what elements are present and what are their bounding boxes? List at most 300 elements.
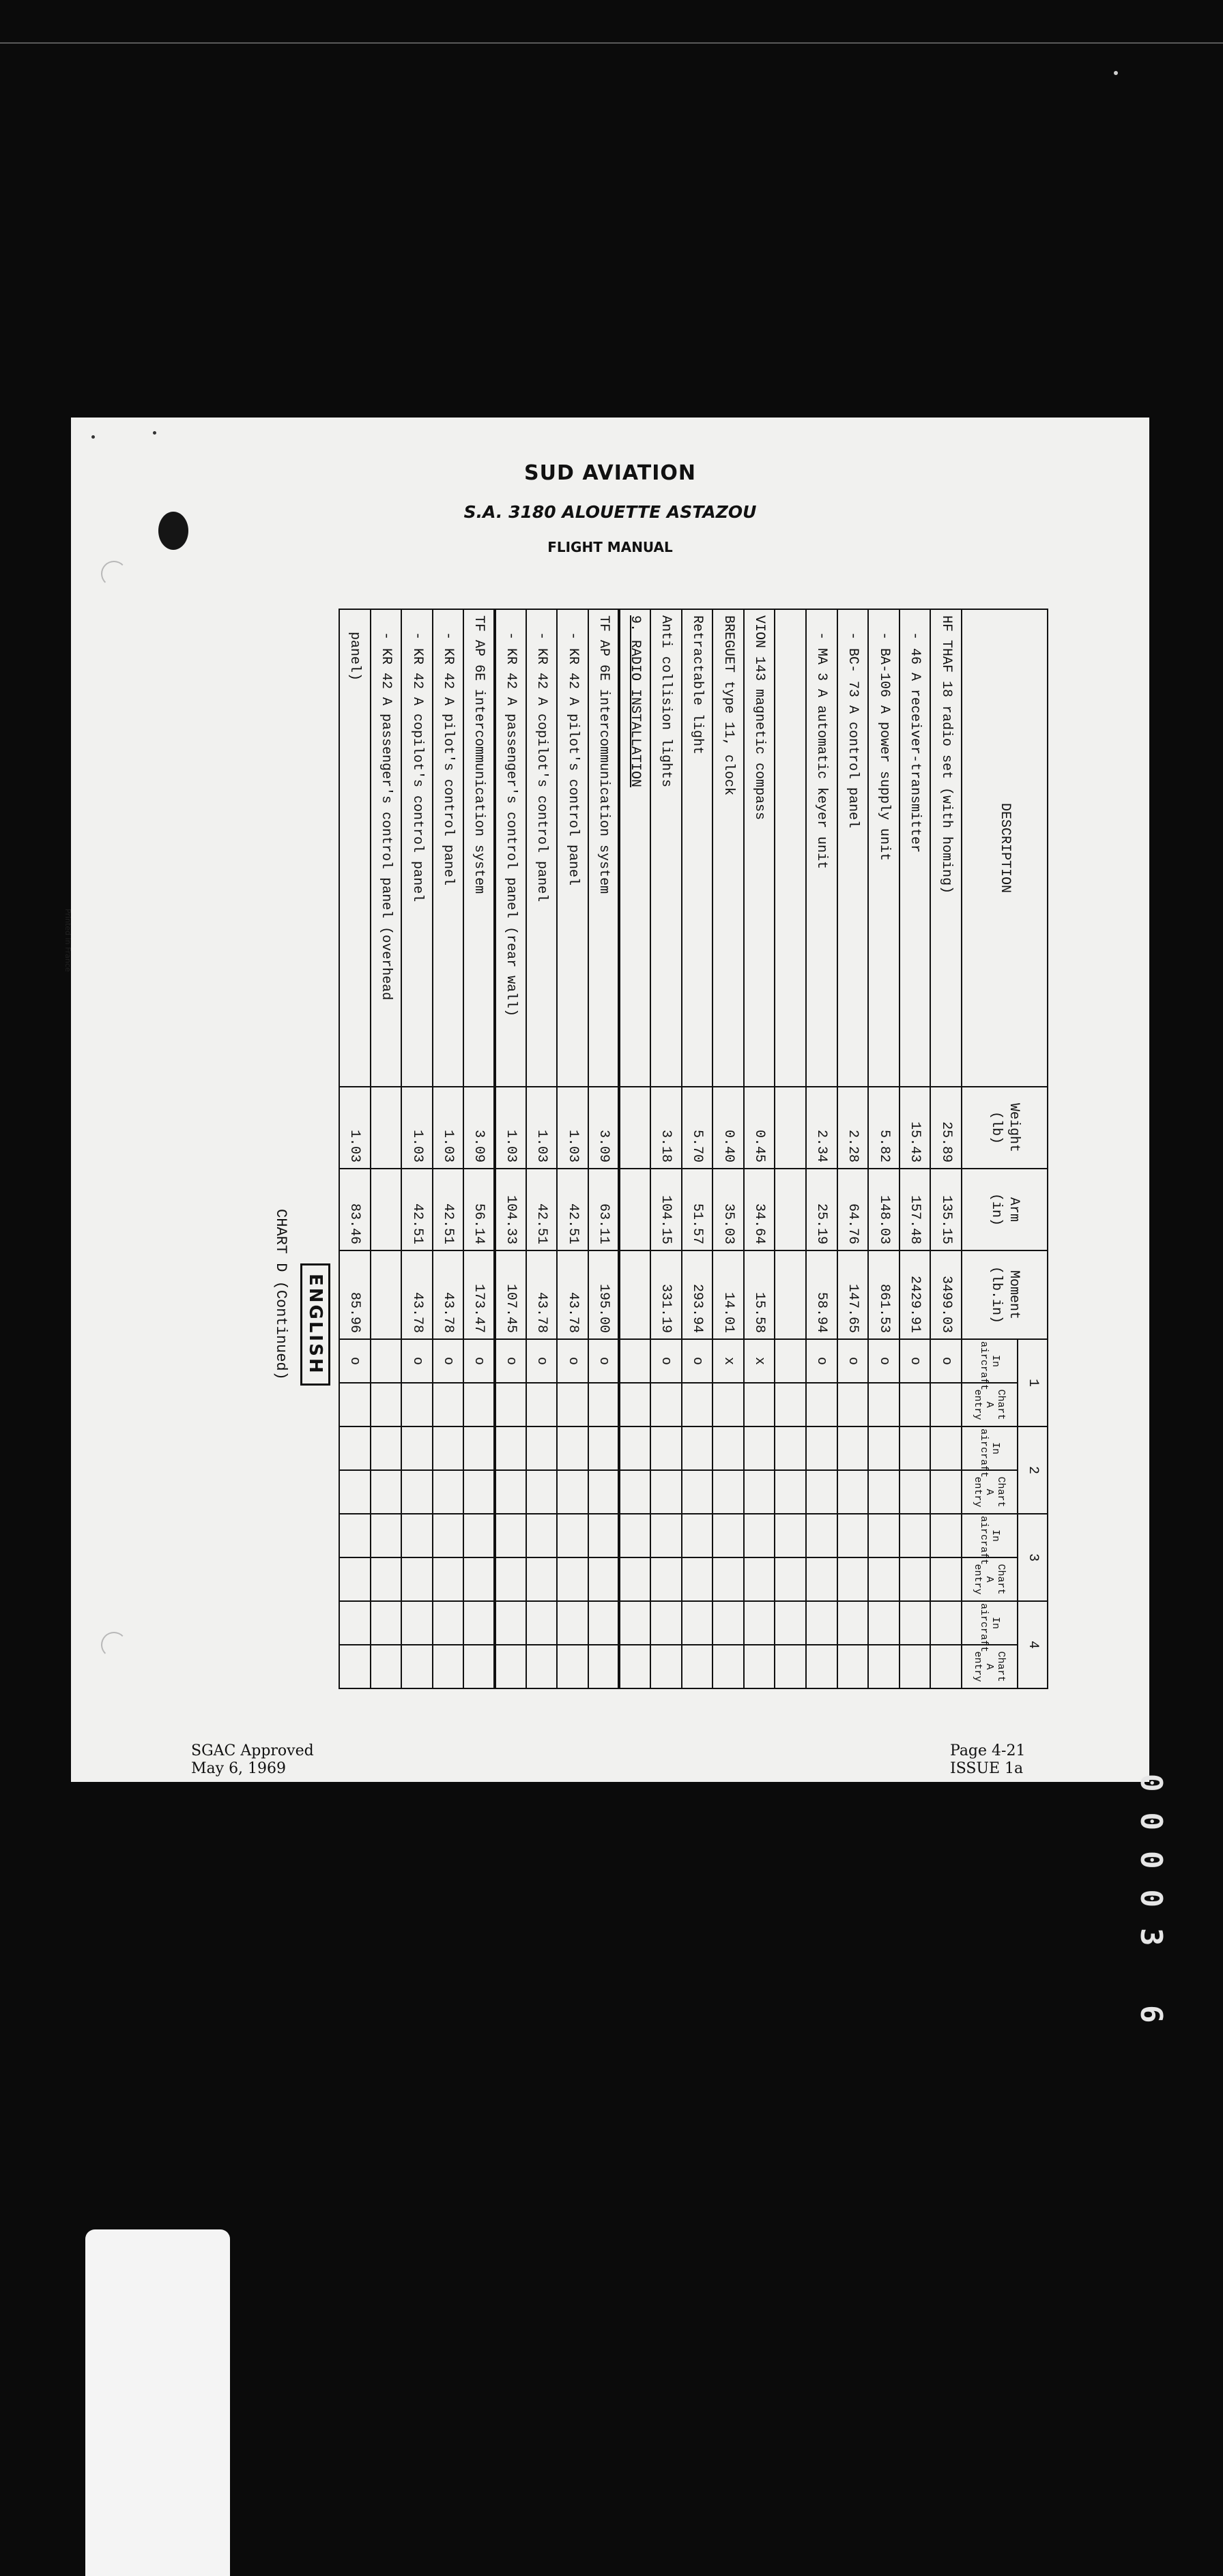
- row-check-cell: [930, 1426, 962, 1470]
- row-check-cell: [339, 1514, 371, 1557]
- row-check-cell: [526, 1470, 558, 1514]
- col-weight-label: Weight: [1006, 1102, 1022, 1152]
- row-mark: o: [588, 1339, 620, 1383]
- col-moment-unit: (lb.in): [988, 1265, 1004, 1323]
- row-check-cell: [868, 1514, 900, 1557]
- row-check-cell: [775, 1514, 806, 1557]
- row-check-cell: [339, 1470, 371, 1514]
- table-row: [806, 609, 837, 1688]
- row-check-cell: [557, 1645, 588, 1688]
- row-check-cell: [339, 1426, 371, 1470]
- row-check-cell: [619, 1557, 650, 1601]
- row-check-cell: [371, 1645, 402, 1688]
- row-check-cell: [464, 1601, 495, 1645]
- row-check-cell: [775, 1426, 806, 1470]
- manual-page: [63, 418, 1149, 1782]
- row-check-cell: [837, 1426, 869, 1470]
- row-mark: o: [930, 1339, 962, 1383]
- row-check-cell: [868, 1645, 900, 1688]
- row-check-cell: [433, 1383, 464, 1426]
- manual-title: FLIGHT MANUAL: [547, 539, 673, 555]
- row-mark: o: [837, 1339, 869, 1383]
- row-description: TF AP 6E intercommunication system: [464, 609, 495, 1087]
- row-check-cell: [464, 1383, 495, 1426]
- row-description: - 46 A receiver-transmitter: [900, 609, 931, 1087]
- table-row: [682, 609, 713, 1688]
- row-mark: o: [868, 1339, 900, 1383]
- col-weight: [962, 1087, 1048, 1169]
- row-check-cell: [526, 1514, 558, 1557]
- row-check-cell: [713, 1601, 744, 1645]
- row-moment: 331.19: [650, 1250, 682, 1339]
- row-check-cell: [713, 1557, 744, 1601]
- row-arm: 34.64: [744, 1169, 775, 1250]
- group-3: 3: [1018, 1514, 1048, 1601]
- row-moment: 43.78: [401, 1250, 433, 1339]
- row-mark: o: [433, 1339, 464, 1383]
- row-mark: o: [557, 1339, 588, 1383]
- row-check-cell: [744, 1426, 775, 1470]
- row-mark: x: [744, 1339, 775, 1383]
- row-check-cell: [526, 1601, 558, 1645]
- table-row: [526, 609, 558, 1688]
- row-check-cell: [401, 1645, 433, 1688]
- row-description: TF AP 6E intercommunication system: [588, 609, 620, 1087]
- row-arm: 83.46: [339, 1169, 371, 1250]
- row-weight: 0.40: [713, 1087, 744, 1169]
- row-check-cell: [650, 1383, 682, 1426]
- row-check-cell: [619, 1470, 650, 1514]
- row-check-cell: [650, 1601, 682, 1645]
- row-check-cell: [526, 1383, 558, 1426]
- row-check-cell: [464, 1470, 495, 1514]
- row-arm: 64.76: [837, 1169, 869, 1250]
- table-row: [619, 609, 650, 1688]
- row-check-cell: [930, 1470, 962, 1514]
- subhead-chart-a-entry: Chart A entry: [962, 1557, 1018, 1601]
- row-check-cell: [900, 1557, 931, 1601]
- row-check-cell: [588, 1383, 620, 1426]
- row-check-cell: [806, 1426, 837, 1470]
- rotated-chart: [236, 609, 1048, 1686]
- row-check-cell: [588, 1645, 620, 1688]
- row-check-cell: [837, 1470, 869, 1514]
- row-check-cell: [900, 1514, 931, 1557]
- company-name: SUD AVIATION: [524, 461, 696, 485]
- row-check-cell: [713, 1645, 744, 1688]
- col-arm: [962, 1169, 1048, 1250]
- row-description: - KR 42 A pilot's control panel: [433, 609, 464, 1087]
- film-speck: [1114, 71, 1118, 75]
- row-description: panel): [339, 609, 371, 1087]
- row-weight: [775, 1087, 806, 1169]
- row-check-cell: [619, 1426, 650, 1470]
- row-moment: 107.45: [495, 1250, 526, 1339]
- row-weight: 5.82: [868, 1087, 900, 1169]
- row-check-cell: [744, 1557, 775, 1601]
- row-check-cell: [526, 1426, 558, 1470]
- row-weight: 1.03: [433, 1087, 464, 1169]
- row-check-cell: [868, 1557, 900, 1601]
- row-arm: 104.15: [650, 1169, 682, 1250]
- subhead-in-aircraft: In aircraft: [962, 1601, 1018, 1645]
- table-row: [744, 609, 775, 1688]
- row-check-cell: [930, 1645, 962, 1688]
- row-mark: o: [900, 1339, 931, 1383]
- row-description: - BC- 73 A control panel: [837, 609, 869, 1087]
- table-row: [868, 609, 900, 1688]
- row-weight: 1.03: [526, 1087, 558, 1169]
- row-check-cell: [930, 1601, 962, 1645]
- row-check-cell: [713, 1426, 744, 1470]
- row-mark: o: [682, 1339, 713, 1383]
- row-check-cell: [868, 1426, 900, 1470]
- row-check-cell: [619, 1514, 650, 1557]
- row-check-cell: [464, 1514, 495, 1557]
- row-check-cell: [339, 1601, 371, 1645]
- row-description: Anti collision lights: [650, 609, 682, 1087]
- row-check-cell: [557, 1383, 588, 1426]
- table-row: [433, 609, 464, 1688]
- issue-number: ISSUE 1a: [950, 1760, 1024, 1777]
- row-check-cell: [495, 1514, 526, 1557]
- row-check-cell: [744, 1601, 775, 1645]
- weight-table: [339, 609, 1048, 1689]
- row-check-cell: [713, 1514, 744, 1557]
- row-moment: 147.65: [837, 1250, 869, 1339]
- row-mark: x: [713, 1339, 744, 1383]
- group-2: 2: [1018, 1426, 1048, 1514]
- row-check-cell: [557, 1426, 588, 1470]
- row-arm: 51.57: [682, 1169, 713, 1250]
- row-moment: [619, 1250, 650, 1339]
- row-arm: 56.14: [464, 1169, 495, 1250]
- row-check-cell: [900, 1470, 931, 1514]
- row-check-cell: [401, 1601, 433, 1645]
- row-check-cell: [588, 1514, 620, 1557]
- printed-in-note: Printed in France: [63, 909, 72, 972]
- group-1: 1: [1018, 1339, 1048, 1426]
- row-check-cell: [371, 1426, 402, 1470]
- row-check-cell: [837, 1557, 869, 1601]
- page-block: [950, 1742, 1025, 1778]
- row-check-cell: [650, 1426, 682, 1470]
- row-mark: o: [495, 1339, 526, 1383]
- subhead-in-aircraft: In aircraft: [962, 1514, 1018, 1557]
- row-check-cell: [682, 1383, 713, 1426]
- row-check-cell: [682, 1557, 713, 1601]
- paper-mark: [101, 561, 127, 587]
- row-check-cell: [650, 1470, 682, 1514]
- film-leader: [85, 2229, 230, 2576]
- approval-block: [191, 1742, 314, 1778]
- row-moment: 43.78: [433, 1250, 464, 1339]
- row-arm: 25.19: [806, 1169, 837, 1250]
- row-arm: 42.51: [433, 1169, 464, 1250]
- row-check-cell: [930, 1383, 962, 1426]
- col-moment-label: Moment: [1006, 1270, 1022, 1319]
- row-check-cell: [682, 1601, 713, 1645]
- table-row: [650, 609, 682, 1688]
- row-description: HF THAF 18 radio set (with homing): [930, 609, 962, 1087]
- row-check-cell: [806, 1645, 837, 1688]
- aircraft-name: S.A. 3180 ALOUETTE ASTAZOU: [463, 502, 757, 522]
- row-check-cell: [464, 1426, 495, 1470]
- row-check-cell: [900, 1383, 931, 1426]
- row-check-cell: [650, 1514, 682, 1557]
- row-moment: 14.01: [713, 1250, 744, 1339]
- row-check-cell: [806, 1470, 837, 1514]
- row-description: - MA 3 A automatic keyer unit: [806, 609, 837, 1087]
- row-check-cell: [588, 1426, 620, 1470]
- row-check-cell: [433, 1557, 464, 1601]
- row-check-cell: [557, 1601, 588, 1645]
- row-mark: [775, 1339, 806, 1383]
- row-moment: 43.78: [557, 1250, 588, 1339]
- table-row: [495, 609, 526, 1688]
- row-description: - KR 42 A copilot's control panel: [401, 609, 433, 1087]
- row-weight: 1.03: [495, 1087, 526, 1169]
- row-check-cell: [650, 1557, 682, 1601]
- row-arm: [619, 1169, 650, 1250]
- row-description: BREGUET type 11, clock: [713, 609, 744, 1087]
- row-moment: 173.47: [464, 1250, 495, 1339]
- row-moment: 293.94: [682, 1250, 713, 1339]
- approval-date: May 6, 1969: [191, 1760, 287, 1777]
- row-check-cell: [868, 1383, 900, 1426]
- row-check-cell: [837, 1645, 869, 1688]
- row-moment: [775, 1250, 806, 1339]
- row-weight: 2.34: [806, 1087, 837, 1169]
- row-check-cell: [526, 1557, 558, 1601]
- row-check-cell: [868, 1601, 900, 1645]
- row-check-cell: [837, 1601, 869, 1645]
- row-description: Retractable light: [682, 609, 713, 1087]
- row-weight: 5.70: [682, 1087, 713, 1169]
- row-check-cell: [868, 1470, 900, 1514]
- row-arm: 148.03: [868, 1169, 900, 1250]
- row-mark: o: [526, 1339, 558, 1383]
- row-check-cell: [775, 1557, 806, 1601]
- row-description: - KR 42 A copilot's control panel: [526, 609, 558, 1087]
- table-row: [464, 609, 495, 1688]
- table-row: [775, 609, 806, 1688]
- col-arm-label: Arm: [1006, 1197, 1022, 1222]
- row-check-cell: [433, 1470, 464, 1514]
- row-weight: [371, 1087, 402, 1169]
- row-check-cell: [339, 1557, 371, 1601]
- row-mark: o: [339, 1339, 371, 1383]
- row-moment: 85.96: [339, 1250, 371, 1339]
- row-description: - KR 42 A pilot's control panel: [557, 609, 588, 1087]
- row-arm: 63.11: [588, 1169, 620, 1250]
- row-check-cell: [713, 1470, 744, 1514]
- subhead-in-aircraft: In aircraft: [962, 1339, 1018, 1383]
- row-check-cell: [744, 1470, 775, 1514]
- table-row: [837, 609, 869, 1688]
- row-check-cell: [495, 1426, 526, 1470]
- row-weight: 1.03: [339, 1087, 371, 1169]
- group-4: 4: [1018, 1601, 1048, 1688]
- row-arm: 135.15: [930, 1169, 962, 1250]
- row-check-cell: [401, 1514, 433, 1557]
- row-weight: [619, 1087, 650, 1169]
- row-check-cell: [588, 1470, 620, 1514]
- row-check-cell: [401, 1557, 433, 1601]
- row-weight: 15.43: [900, 1087, 931, 1169]
- paper-mark: [101, 1632, 127, 1658]
- row-arm: 42.51: [401, 1169, 433, 1250]
- row-check-cell: [619, 1383, 650, 1426]
- subhead-in-aircraft: In aircraft: [962, 1426, 1018, 1470]
- row-check-cell: [495, 1470, 526, 1514]
- row-description: 9. RADIO INSTALLATION: [619, 609, 650, 1087]
- row-check-cell: [557, 1557, 588, 1601]
- row-check-cell: [557, 1514, 588, 1557]
- col-description: DESCRIPTION: [962, 609, 1048, 1087]
- row-weight: 25.89: [930, 1087, 962, 1169]
- row-description: - KR 42 A passenger's control panel (rear wall): [495, 609, 526, 1087]
- table-row: [713, 609, 744, 1688]
- subhead-chart-a-entry: Chart A entry: [962, 1645, 1018, 1688]
- table-row: [339, 609, 371, 1688]
- row-description: - BA-106 A power supply unit: [868, 609, 900, 1087]
- row-check-cell: [619, 1645, 650, 1688]
- row-weight: 3.18: [650, 1087, 682, 1169]
- page-number: Page 4-21: [950, 1742, 1026, 1759]
- row-check-cell: [775, 1601, 806, 1645]
- row-check-cell: [588, 1601, 620, 1645]
- row-check-cell: [433, 1601, 464, 1645]
- row-check-cell: [713, 1383, 744, 1426]
- row-moment: 861.53: [868, 1250, 900, 1339]
- row-weight: 1.03: [401, 1087, 433, 1169]
- row-arm: 35.03: [713, 1169, 744, 1250]
- row-weight: 0.45: [744, 1087, 775, 1169]
- row-check-cell: [464, 1645, 495, 1688]
- row-moment: [371, 1250, 402, 1339]
- row-check-cell: [433, 1514, 464, 1557]
- language-badge: ENGLISH: [300, 1263, 330, 1386]
- row-check-cell: [371, 1514, 402, 1557]
- row-moment: 43.78: [526, 1250, 558, 1339]
- row-check-cell: [806, 1383, 837, 1426]
- row-check-cell: [806, 1514, 837, 1557]
- row-check-cell: [433, 1645, 464, 1688]
- row-mark: [371, 1339, 402, 1383]
- row-moment: 3499.03: [930, 1250, 962, 1339]
- row-mark: o: [806, 1339, 837, 1383]
- speck: [153, 431, 156, 435]
- row-weight: 1.03: [557, 1087, 588, 1169]
- approval-text: SGAC Approved: [191, 1742, 314, 1759]
- row-check-cell: [401, 1426, 433, 1470]
- row-arm: [371, 1169, 402, 1250]
- row-check-cell: [619, 1601, 650, 1645]
- row-description: VION 143 magnetic compass: [744, 609, 775, 1087]
- row-mark: o: [650, 1339, 682, 1383]
- row-weight: 3.09: [588, 1087, 620, 1169]
- row-mark: o: [401, 1339, 433, 1383]
- row-check-cell: [806, 1557, 837, 1601]
- subhead-chart-a-entry: Chart A entry: [962, 1470, 1018, 1514]
- col-arm-unit: (in): [988, 1192, 1004, 1226]
- row-check-cell: [495, 1557, 526, 1601]
- film-edge: [0, 42, 1223, 44]
- row-check-cell: [775, 1383, 806, 1426]
- row-moment: 15.58: [744, 1250, 775, 1339]
- row-check-cell: [371, 1601, 402, 1645]
- table-row: [401, 609, 433, 1688]
- row-check-cell: [650, 1645, 682, 1688]
- row-arm: [775, 1169, 806, 1250]
- row-check-cell: [339, 1383, 371, 1426]
- frame-number: 00003 6: [1134, 1774, 1168, 2044]
- row-check-cell: [744, 1514, 775, 1557]
- row-moment: 195.00: [588, 1250, 620, 1339]
- row-mark: [619, 1339, 650, 1383]
- row-mark: o: [464, 1339, 495, 1383]
- chart-title: CHART D (Continued): [272, 1209, 289, 1380]
- row-check-cell: [464, 1557, 495, 1601]
- row-check-cell: [371, 1470, 402, 1514]
- speck: [91, 435, 95, 439]
- col-weight-unit: (lb): [988, 1111, 1004, 1144]
- row-check-cell: [526, 1645, 558, 1688]
- table-row: [588, 609, 620, 1688]
- row-arm: 42.51: [526, 1169, 558, 1250]
- row-check-cell: [433, 1426, 464, 1470]
- table-row: [371, 609, 402, 1688]
- row-check-cell: [744, 1383, 775, 1426]
- row-check-cell: [900, 1645, 931, 1688]
- row-check-cell: [682, 1470, 713, 1514]
- row-check-cell: [744, 1645, 775, 1688]
- row-check-cell: [682, 1645, 713, 1688]
- row-check-cell: [371, 1383, 402, 1426]
- row-check-cell: [837, 1383, 869, 1426]
- table-row: [557, 609, 588, 1688]
- row-check-cell: [930, 1557, 962, 1601]
- row-check-cell: [588, 1557, 620, 1601]
- col-moment: [962, 1250, 1048, 1339]
- row-check-cell: [339, 1645, 371, 1688]
- row-check-cell: [900, 1426, 931, 1470]
- row-check-cell: [371, 1557, 402, 1601]
- subhead-chart-a-entry: Chart A entry: [962, 1383, 1018, 1426]
- row-arm: 104.33: [495, 1169, 526, 1250]
- row-check-cell: [775, 1645, 806, 1688]
- table-row: [930, 609, 962, 1688]
- row-arm: 42.51: [557, 1169, 588, 1250]
- row-moment: 58.94: [806, 1250, 837, 1339]
- row-check-cell: [401, 1383, 433, 1426]
- row-check-cell: [401, 1470, 433, 1514]
- row-check-cell: [495, 1383, 526, 1426]
- row-check-cell: [682, 1514, 713, 1557]
- row-description: - KR 42 A passenger's control panel (overhead: [371, 609, 402, 1087]
- row-moment: 2429.91: [900, 1250, 931, 1339]
- row-check-cell: [806, 1601, 837, 1645]
- row-check-cell: [495, 1601, 526, 1645]
- row-check-cell: [775, 1470, 806, 1514]
- row-check-cell: [900, 1601, 931, 1645]
- row-description: [775, 609, 806, 1087]
- table-row: [900, 609, 931, 1688]
- row-check-cell: [837, 1514, 869, 1557]
- row-check-cell: [495, 1645, 526, 1688]
- row-arm: 157.48: [900, 1169, 931, 1250]
